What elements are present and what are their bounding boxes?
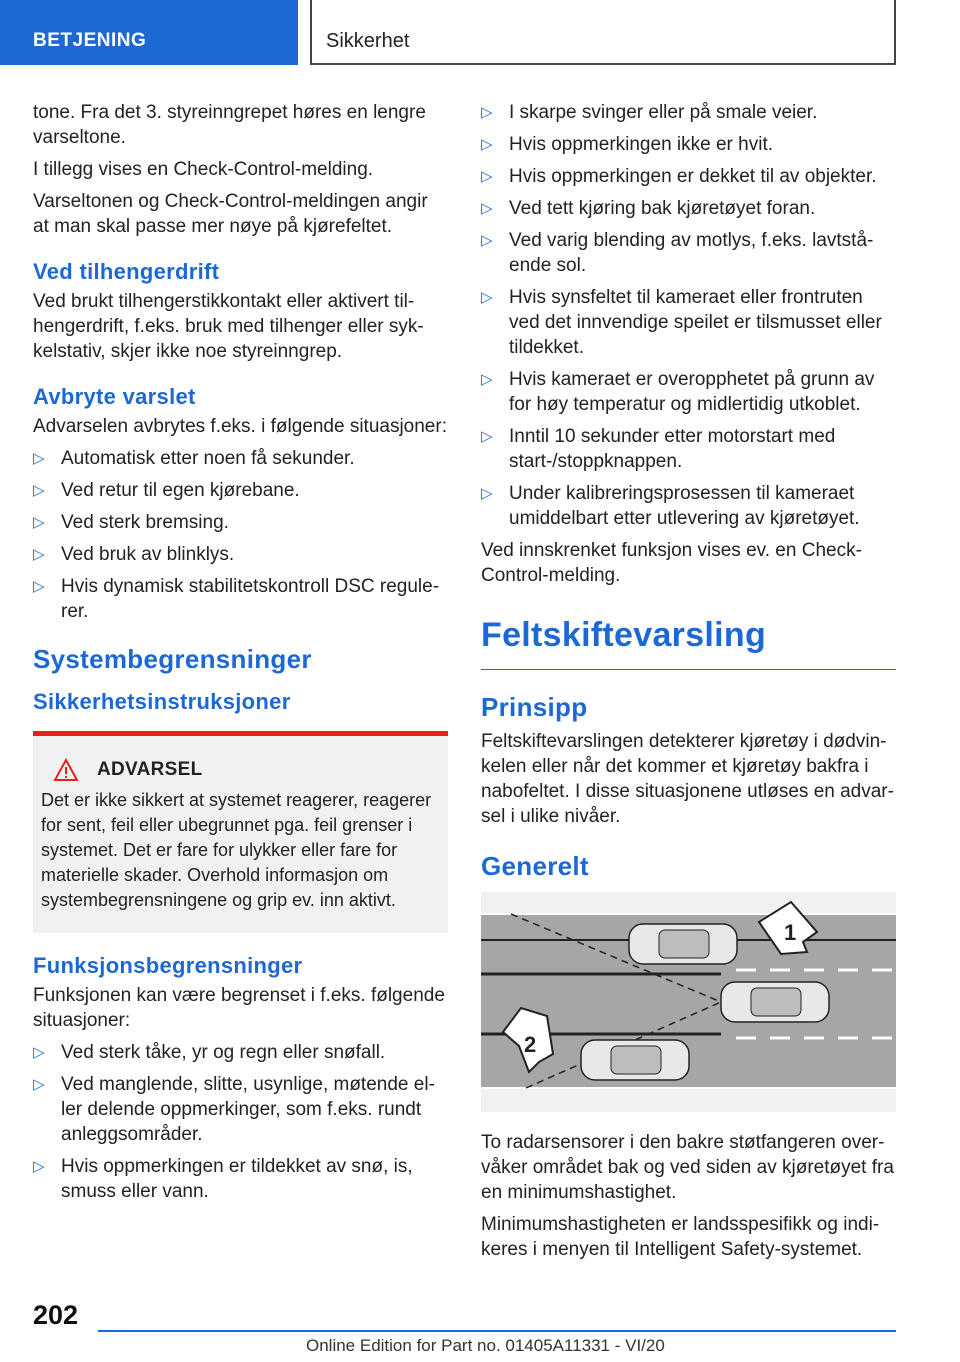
footer-divider bbox=[98, 1330, 896, 1332]
warning-text: Det er ikke sikkert at systemet reagerer, reagerer for sent, feil eller ubegrunnet pga. feil grenser i systemet. Det er fare for ulykker eller fare for materielle skader. Overhold informasjon om systembegrensningene og grip ev. inn aktivt. bbox=[41, 790, 432, 910]
cancel-list bbox=[33, 446, 448, 624]
triangle-bullet-icon: ▷ bbox=[481, 289, 493, 306]
car-icon bbox=[721, 982, 829, 1022]
triangle-bullet-icon: ▷ bbox=[481, 232, 493, 249]
triangle-bullet-icon: ▷ bbox=[33, 578, 45, 595]
heading-safety: Sikkerhetsinstruksjoner bbox=[33, 689, 291, 714]
header-section-label: BETJENING bbox=[33, 30, 147, 51]
triangle-bullet-icon: ▷ bbox=[33, 482, 45, 499]
heading-trailer: Ved tilhengerdrift bbox=[33, 259, 220, 284]
triangle-bullet-icon: ▷ bbox=[33, 514, 45, 531]
list-item: ▷ Hvis synsfeltet til kameraet eller frontruten ved det innvendige speilet er tilsmusset eller tildekket. bbox=[481, 287, 882, 358]
list-item: ▷ Under kalibreringsprosessen til kameraet umiddelbart etter utlevering av kjøretøyet. bbox=[481, 483, 860, 529]
triangle-bullet-icon: ▷ bbox=[481, 200, 493, 217]
paragraph: Funksjonen kan være begrenset i f.eks. følgende situasjoner: bbox=[33, 985, 445, 1031]
heading-principle: Prinsipp bbox=[481, 692, 588, 722]
func-list bbox=[33, 1040, 448, 1204]
car-icon bbox=[581, 1040, 689, 1080]
triangle-bullet-icon: ▷ bbox=[481, 428, 493, 445]
heading-general: Generelt bbox=[481, 851, 589, 881]
triangle-bullet-icon: ▷ bbox=[481, 136, 493, 153]
warning-triangle-icon bbox=[53, 758, 79, 782]
paragraph: I tillegg vises en Check-Control-melding. bbox=[33, 159, 374, 180]
list-item: ▷ Ved varig blending av motlys, f.eks. lavtstående sol. bbox=[481, 230, 874, 276]
list-item: ▷ Ved retur til egen kjørebane. bbox=[33, 480, 300, 501]
car-icon bbox=[629, 924, 737, 964]
right-column bbox=[481, 100, 896, 1269]
triangle-bullet-icon: ▷ bbox=[33, 1076, 45, 1093]
list-item: ▷ Ved bruk av blinklys. bbox=[33, 544, 235, 565]
warning-title: ADVARSEL bbox=[97, 759, 203, 780]
paragraph: Minimumshastigheten er landsspesifikk og indikeres i menyen til Intelligent Safety-systemet. bbox=[481, 1214, 880, 1260]
list-item: ▷ Ved tett kjøring bak kjøretøyet foran. bbox=[481, 198, 816, 219]
lane-change-illustration bbox=[481, 892, 896, 1112]
paragraph: To radarsensorer i den bakre støtfangeren overvåker området bak og ved siden av kjøretøyet fra en minimumshastighet. bbox=[481, 1132, 894, 1203]
paragraph: Varseltonen og Check-Control-meldingen angir at man skal passe mer nøye på kjørefeltet. bbox=[33, 191, 428, 237]
paragraph: Ved innskrenket funksjon vises ev. en Check-Control-melding. bbox=[481, 540, 862, 586]
svg-text:1: 1 bbox=[784, 920, 797, 945]
road-diagram-image bbox=[481, 892, 896, 1112]
heading-func: Funksjonsbegrensninger bbox=[33, 953, 303, 978]
header-title-box bbox=[310, 0, 896, 65]
triangle-bullet-icon: ▷ bbox=[481, 371, 493, 388]
heading-limits: Systembegrensninger bbox=[33, 644, 312, 674]
triangle-bullet-icon: ▷ bbox=[481, 104, 493, 121]
triangle-bullet-icon: ▷ bbox=[33, 546, 45, 563]
triangle-bullet-icon: ▷ bbox=[481, 168, 493, 185]
triangle-bullet-icon: ▷ bbox=[33, 1044, 45, 1061]
page-number: 202 bbox=[33, 1300, 79, 1330]
paragraph: Advarselen avbrytes f.eks. i følgende situasjoner: bbox=[33, 416, 447, 437]
list-item: ▷ Ved sterk tåke, yr og regn eller snøfall. bbox=[33, 1042, 386, 1063]
list-item: ▷ Ved manglende, slitte, usynlige, møtende eller delende oppmerkinger, som f.eks. rundt anleggsområder. bbox=[33, 1074, 435, 1145]
header-title: Sikkerhet bbox=[326, 30, 410, 52]
triangle-bullet-icon: ▷ bbox=[481, 485, 493, 502]
list-item: ▷ I skarpe svinger eller på smale veier. bbox=[481, 102, 818, 123]
warning-box bbox=[33, 731, 448, 933]
paragraph: Feltskiftevarslingen detekterer kjøretøy i dødvinkelen eller når det kommer et kjøretøy bakfra i nabofeltet. I disse situasjonene utløses en advarsel i ulike nivåer. bbox=[481, 731, 894, 827]
list-item: ▷ Hvis kameraet er overopphetet på grunn av for høy temperatur og midlertidig utkoblet. bbox=[481, 369, 875, 415]
list-item: ▷ Hvis oppmerkingen ikke er hvit. bbox=[481, 134, 773, 155]
paragraph: Ved brukt tilhengerstikkontakt eller aktivert tilhengerdrift, f.eks. bruk med tilhenger eller sykkelstativ, skjer ikke noe styreinngrep. bbox=[33, 291, 424, 362]
list-item: ▷ Automatisk etter noen få sekunder. bbox=[33, 448, 355, 469]
list-item: ▷ Ved sterk bremsing. bbox=[33, 512, 229, 533]
list-item: ▷ Hvis oppmerkingen er dekket til av objekter. bbox=[481, 166, 877, 187]
paragraph: tone. Fra det 3. styreinngrepet høres en lengre varseltone. bbox=[33, 102, 426, 148]
list-item: ▷ Hvis oppmerkingen er tildekket av snø, is, smuss eller vann. bbox=[33, 1156, 413, 1202]
footer-edition: Online Edition for Part no. 01405A11331 - VI/20 bbox=[306, 1336, 665, 1355]
triangle-bullet-icon: ▷ bbox=[33, 1158, 45, 1175]
left-column bbox=[33, 100, 448, 1211]
heading-cancel: Avbryte varslet bbox=[33, 384, 196, 409]
list-item: ▷ Inntil 10 sekunder etter motorstart med start-/stoppknappen. bbox=[481, 426, 836, 472]
limits-list bbox=[481, 100, 896, 531]
heading-lane-change-warning: Feltskiftevarsling bbox=[481, 616, 896, 670]
triangle-bullet-icon: ▷ bbox=[33, 450, 45, 467]
svg-text:2: 2 bbox=[524, 1032, 537, 1057]
list-item: ▷ Hvis dynamisk stabilitetskontroll DSC regulerer. bbox=[33, 576, 440, 622]
header-section-tab bbox=[0, 0, 298, 65]
